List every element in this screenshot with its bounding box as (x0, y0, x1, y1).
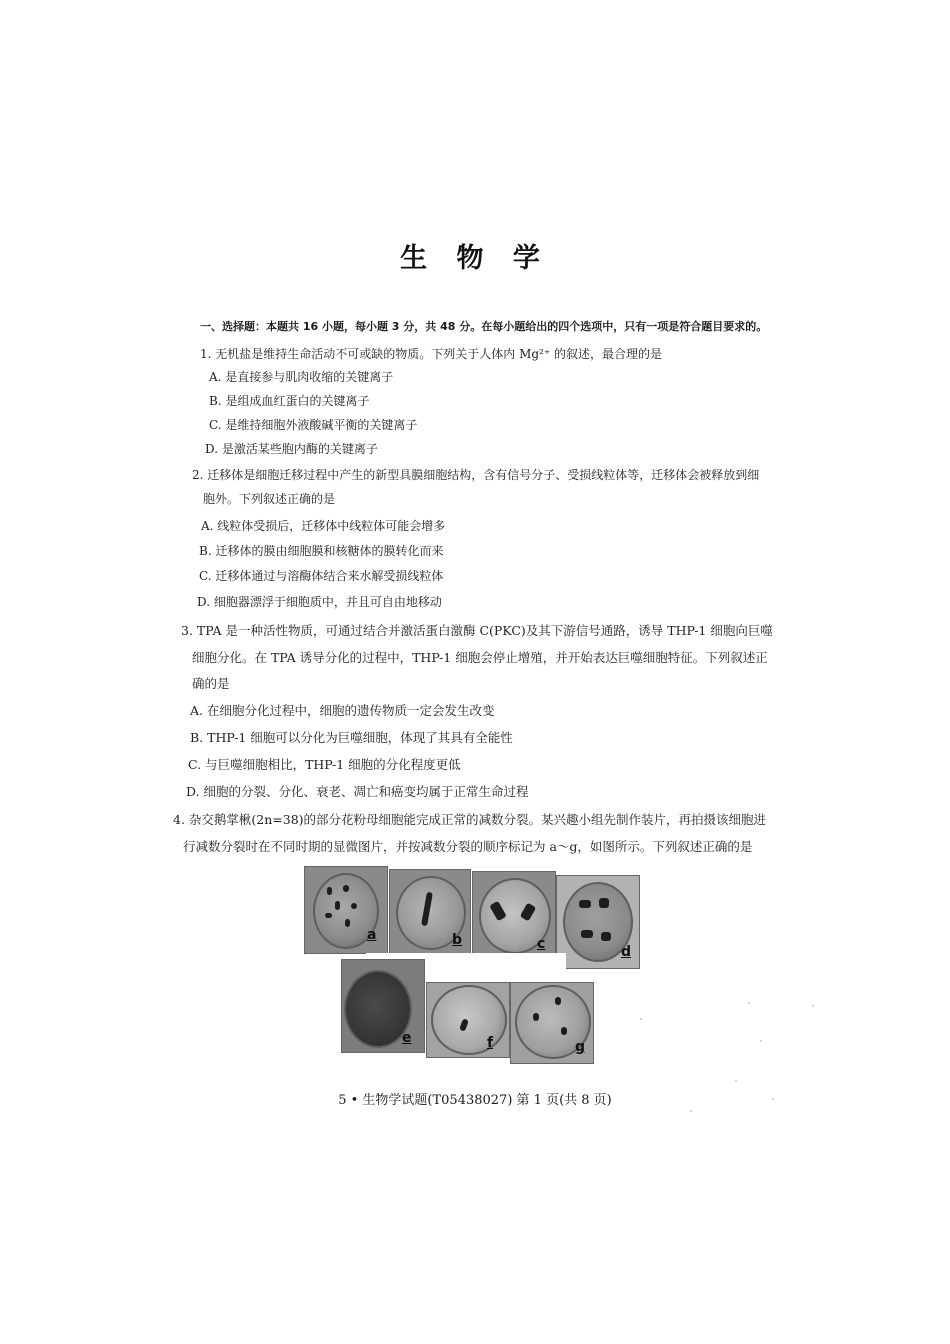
question-stem: 3. TPA 是一种活性物质，可通过结合并激活蛋白激酶 C(PKC)及其下游信号通路，诱导 THP-1 细胞向巨噬 (181, 623, 773, 638)
label-a: a (367, 927, 377, 943)
question-stem: 1. 无机盐是维持生命活动不可或缺的物质。下列关于人体内 Mg²⁺ 的叙述，最合理的是 (200, 347, 663, 361)
option-b: B. 迁移体的膜由细胞膜和核糖体的膜转化而来 (199, 544, 444, 558)
chromosome (351, 903, 357, 909)
option-c: C. 迁移体通过与溶酶体结合来水解受损线粒体 (199, 569, 444, 583)
option-d: D. 细胞器漂浮于细胞质中，并且可自由地移动 (197, 595, 442, 609)
cell (431, 985, 507, 1055)
option-a: A. 线粒体受损后，迁移体中线粒体可能会增多 (201, 519, 446, 533)
option-b: B. 是组成血红蛋白的关键离子 (209, 394, 370, 408)
chromosome (599, 898, 609, 908)
micrograph-g (510, 982, 594, 1064)
question-stem: 胞外。下列叙述正确的是 (203, 492, 336, 506)
page-footer: 5 • 生物学试题(T05438027) 第 1 页(共 8 页) (338, 1093, 612, 1108)
chromosome (325, 913, 332, 918)
chromosome (555, 997, 561, 1005)
question-stem: 行减数分裂时在不同时期的显微图片，并按减数分裂的顺序标记为 a～g，如图所示。下列叙述正确的是 (183, 839, 753, 854)
option-c: C. 是维持细胞外液酸碱平衡的关键离子 (209, 418, 418, 432)
option-d: D. 细胞的分裂、分化、衰老、凋亡和癌变均属于正常生命过程 (186, 784, 529, 799)
label-d: d (621, 944, 632, 960)
micrograph-b (389, 869, 471, 955)
micrograph-a (304, 866, 388, 954)
label-e: e (402, 1030, 412, 1046)
question-stem: 2. 迁移体是细胞迁移过程中产生的新型具膜细胞结构，含有信号分子、受损线粒体等，迁移体会被释放到细 (192, 468, 760, 482)
label-g: g (575, 1039, 586, 1055)
question-stem: 细胞分化。在 TPA 诱导分化的过程中，THP-1 细胞会停止增殖，并开始表达巨噬细胞特征。下列叙述正 (192, 650, 768, 665)
option-a: A. 在细胞分化过程中，细胞的遗传物质一定会发生改变 (190, 703, 495, 718)
chromosome (335, 901, 340, 910)
option-a: A. 是直接参与肌肉收缩的关键离子 (209, 370, 394, 384)
micrograph-f (426, 982, 510, 1058)
question-stem: 确的是 (192, 676, 230, 691)
option-c: C. 与巨噬细胞相比，THP-1 细胞的分化程度更低 (188, 757, 461, 772)
chromosome (533, 1013, 539, 1021)
chromosome (601, 932, 611, 941)
page-title: 生 物 学 (400, 243, 550, 274)
label-b: b (452, 932, 463, 948)
chromosome (343, 885, 349, 892)
option-d: D. 是激活某些胞内酶的关键离子 (205, 442, 378, 456)
chromosome (581, 930, 593, 938)
micrograph-e (341, 959, 425, 1053)
chromosome (345, 919, 350, 927)
section-header: 一、选择题：本题共 16 小题，每小题 3 分，共 48 分。在每小题给出的四个选项中，只有一项是符合题目要求的。 (200, 320, 768, 333)
chromosome (561, 1027, 567, 1035)
label-c: c (537, 936, 546, 952)
label-f: f (487, 1035, 494, 1051)
micrograph-c (472, 871, 556, 959)
option-b: B. THP-1 细胞可以分化为巨噬细胞，体现了其具有全能性 (190, 730, 513, 745)
micrograph-d (556, 875, 640, 969)
question-stem: 4. 杂交鹅掌楸(2n=38)的部分花粉母细胞能完成正常的减数分裂。某兴趣小组先制作装片，再拍摄该细胞进 (173, 812, 767, 827)
chromosome (579, 900, 591, 908)
chromosome (327, 887, 332, 895)
